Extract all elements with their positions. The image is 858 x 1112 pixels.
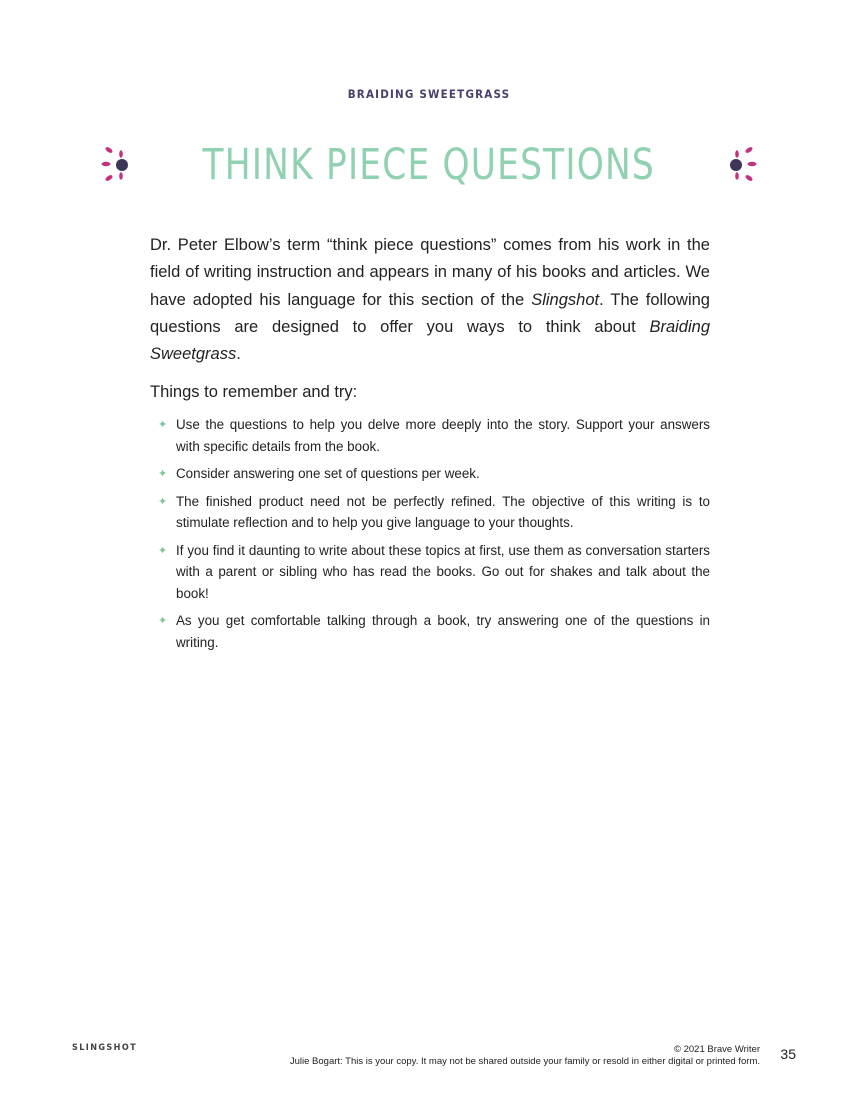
list-item (158, 610, 710, 653)
intro-book-title: Braiding Sweetgrass (150, 317, 710, 364)
copyright-line: © 2021 Brave Writer (673, 1044, 760, 1055)
tip-text: The finished product need not be perfectly refined. The objective of this writing is to stimulate reflection and to help you give language to your thoughts. (176, 493, 710, 530)
tip-text: Use the questions to help you delve more deeply into the story. Support your answers with specific details from the book. (176, 417, 710, 454)
tip-text: If you find it daunting to write about these topics at first, use them as conversation starters with a parent or sibling who has read the books. Go out for shakes and talk about the book! (176, 542, 710, 601)
intro-text-3: . (236, 345, 241, 364)
list-item (158, 414, 710, 457)
list-item (158, 540, 710, 605)
copy-notice: Julie Bogart: This is your copy. It may not be shared outside your family or resold in either digital or printed form. (289, 1056, 760, 1067)
flower-right-icon (726, 143, 758, 187)
sparkle-bullet-icon: ✦ (158, 544, 168, 557)
tips-list (158, 414, 710, 659)
intro-text-1: Dr. Peter Elbow’s term “think piece questions” comes from his work in the field of writing instruction and appears in many of his books and articles. We have adopted his language for this section of the (150, 236, 710, 309)
intro-slingshot: Slingshot (531, 290, 600, 309)
footer-copyright (290, 1044, 760, 1068)
flower-left-icon (100, 143, 132, 187)
sparkle-bullet-icon: ✦ (158, 495, 168, 508)
sparkle-bullet-icon: ✦ (158, 419, 168, 431)
sparkle-bullet-icon: ✦ (158, 468, 168, 480)
title-row (0, 134, 858, 196)
running-head: BRAIDING SWEETGRASS (347, 87, 511, 101)
intro-paragraph (150, 232, 710, 368)
page-title: THINK PIECE QUESTIONS (202, 139, 656, 190)
slingshot-logo: SLINGSHOT (72, 1043, 138, 1053)
things-label: Things to remember and try: (150, 383, 358, 401)
tip-text: Consider answering one set of questions per week. (176, 466, 480, 481)
sparkle-bullet-icon: ✦ (158, 615, 168, 627)
intro-text-2: . The following questions are designed to offer you ways to think about (150, 290, 710, 336)
list-item (158, 491, 710, 534)
tip-text: As you get comfortable talking through a book, try answering one of the questions in writing. (176, 613, 710, 650)
page-number: 35 (780, 1046, 796, 1062)
list-item (158, 463, 710, 485)
